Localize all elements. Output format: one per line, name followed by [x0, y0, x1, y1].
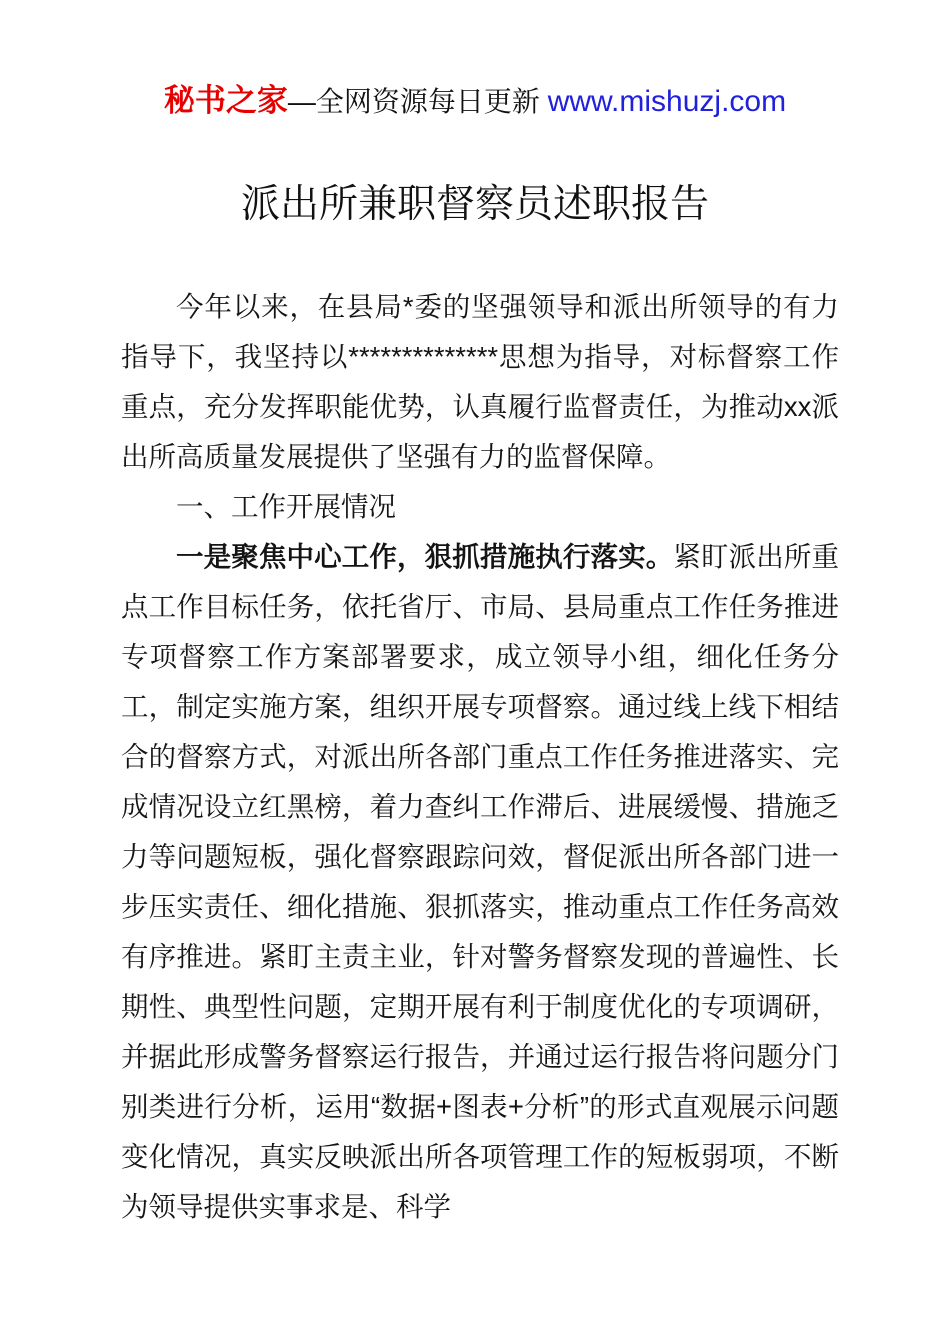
site-url-link[interactable]: www.mishuzj.com [547, 85, 787, 118]
site-header [116, 84, 834, 119]
paragraph-work-item-1-text: 紧盯派出所重点工作目标任务，依托省厅、市局、县局重点工作任务推进专项督察工作方案部署要求，成立领导小组，细化任务分工，制定实施方案，组织开展专项督察。通过线上线下相结合的督察方式，对派出所各部门重点工作任务推进落实、完成情况设立红黑榜，着力查纠工作滞后、进展缓慢、措施乏力等问题短板，强化督察跟踪问效，督促派出所各部门进一步压实责任、细化措施、狠抓落实，推动重点工作任务高效有序推进。紧盯主责主业，针对警务督察发现的普遍性、长期性、典型性问题，定期开展有利于制度优化的专项调研，并据此形成警务督察运行报告，并通过运行报告将问题分门别类进行分析，运用“数据+图表+分析”的形式直观展示问题变化情况，真实反映派出所各项管理工作的短板弱项，不断为领导提供实事求是、科学 [121, 541, 840, 1222]
document-title: 派出所兼职督察员述职报告 [240, 183, 709, 226]
site-tagline: —全网资源每日更新 [287, 86, 548, 117]
paragraph-work-item-1-lead: 一是聚焦中心工作，狠抓措施执行落实。 [176, 541, 674, 572]
document-body [121, 282, 839, 1232]
section-heading-1-text: 一、工作开展情况 [176, 491, 396, 522]
site-name: 秘书之家 [163, 83, 288, 118]
paragraph-intro [121, 282, 839, 482]
section-heading-1 [121, 482, 839, 532]
paragraph-work-item-1 [121, 532, 839, 1232]
paragraph-intro-text: 今年以来，在县局*委的坚强领导和派出所领导的有力指导下，我坚持以**************思想为指导，对标督察工作重点，充分发挥职能优势，认真履行监督责任，为推动xx派出所高质量发展提供了坚强有力的监督保障。 [121, 291, 839, 472]
